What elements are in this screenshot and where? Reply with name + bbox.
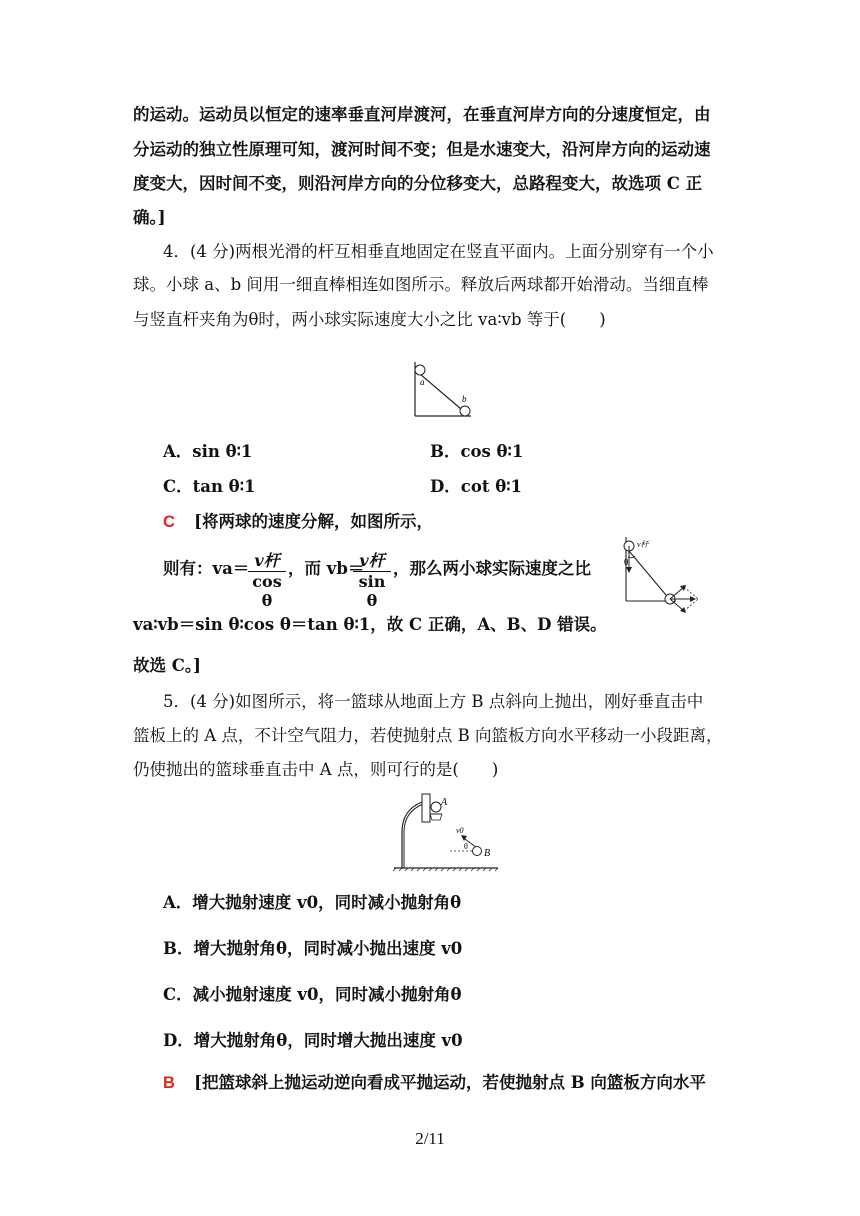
- q4-stem-line-1: 4．(4 分)两根光滑的杆互相垂直地固定在竖直平面内。上面分别穿有一个小: [163, 242, 714, 261]
- q5-option-b[interactable]: B．增大抛射角θ，同时减小抛出速度 v0: [163, 939, 463, 958]
- page-number: 2/11: [415, 1129, 445, 1148]
- q5-option-a[interactable]: A．增大抛射速度 v0，同时减小抛射角θ: [163, 893, 462, 912]
- q4-fig2-vlabel: v杆: [637, 540, 649, 549]
- q5-fig-label-v0: v0: [456, 826, 464, 835]
- q4-stem-line-3: 与竖直杆夹角为θ时，两小球实际速度大小之比 va∶vb 等于( ): [133, 310, 606, 329]
- q4-exp-mid: ，而 vb＝: [288, 559, 365, 578]
- q4-exp-pre: 则有：va＝: [163, 559, 250, 578]
- q5-fig-label-B: B: [484, 848, 491, 859]
- intro-line-2: 分运动的独立性原理可知，渡河时间不变；但是水速变大，沿河岸方向的运动速: [133, 140, 711, 159]
- q4-frac2-num: v杆: [353, 548, 391, 572]
- q5-fig-label-theta: θ: [464, 842, 468, 851]
- q4-frac2-den: sin θ: [358, 572, 386, 610]
- q4-answer: C: [163, 513, 175, 531]
- q4-frac1-num: v杆: [248, 548, 286, 572]
- q4-exp-post: ，那么两小球实际速度之比: [393, 559, 591, 578]
- intro-line-4: 确。]: [133, 208, 166, 227]
- q4-velocity-figure: [614, 531, 704, 613]
- q5-fig-label-A: A: [441, 797, 448, 808]
- q4-fraction-vb: [353, 548, 391, 610]
- q4-explanation-1: [将两球的速度分解，如图所示，: [194, 512, 433, 531]
- q5-explanation-1: [把篮球斜上抛运动逆向看成平抛运动，若使抛射点 B 向篮板方向水平: [194, 1073, 706, 1092]
- q4-option-a[interactable]: A．sin θ∶1: [163, 442, 253, 461]
- q5-option-d[interactable]: D．增大抛射角θ，同时增大抛出速度 v0: [163, 1031, 463, 1050]
- intro-line-3: 度变大，因时间不变，则沿河岸方向的分位移变大，总路程变大，故选项 C 正: [133, 174, 703, 193]
- q5-option-c[interactable]: C．减小抛射速度 v0，同时减小抛射角θ: [163, 985, 462, 1004]
- q4-fraction-va: [248, 548, 286, 610]
- q4-explanation-3: va∶vb＝sin θ∶cos θ＝tan θ∶1，故 C 正确，A、B、D 错误。: [133, 615, 607, 634]
- q4-option-c[interactable]: C．tan θ∶1: [163, 477, 256, 496]
- q4-fig-label-b: b: [462, 394, 467, 404]
- q4-stem-line-2: 球。小球 a、b 间用一细直棒相连如图所示。释放后两球都开始滑动。当细直棒: [133, 275, 709, 294]
- q5-stem-line-3: 仍使抛出的篮球垂直击中 A 点，则可行的是( ): [133, 760, 499, 779]
- q4-explanation-4: 故选 C。]: [133, 656, 201, 675]
- q5-stem-line-1: 5．(4 分)如图所示，将一篮球从地面上方 B 点斜向上抛出，刚好垂直击中: [163, 692, 704, 711]
- q4-fig2-theta: θ: [624, 557, 629, 567]
- q5-basketball-figure: [392, 790, 502, 872]
- q4-option-d[interactable]: D．cot θ∶1: [430, 477, 523, 496]
- q4-frac1-den: cos θ: [252, 572, 282, 610]
- q4-option-b[interactable]: B．cos θ∶1: [430, 442, 524, 461]
- intro-line-1: 的运动。运动员以恒定的速率垂直河岸渡河，在垂直河岸方向的分速度恒定，由: [133, 105, 711, 124]
- q4-rod-figure: [405, 354, 475, 424]
- q5-answer: B: [163, 1074, 175, 1092]
- q4-fig-label-a: a: [420, 377, 425, 387]
- q5-stem-line-2: 篮板上的 A 点，不计空气阻力，若使抛射点 B 向篮板方向水平移动一小段距离，: [133, 726, 723, 745]
